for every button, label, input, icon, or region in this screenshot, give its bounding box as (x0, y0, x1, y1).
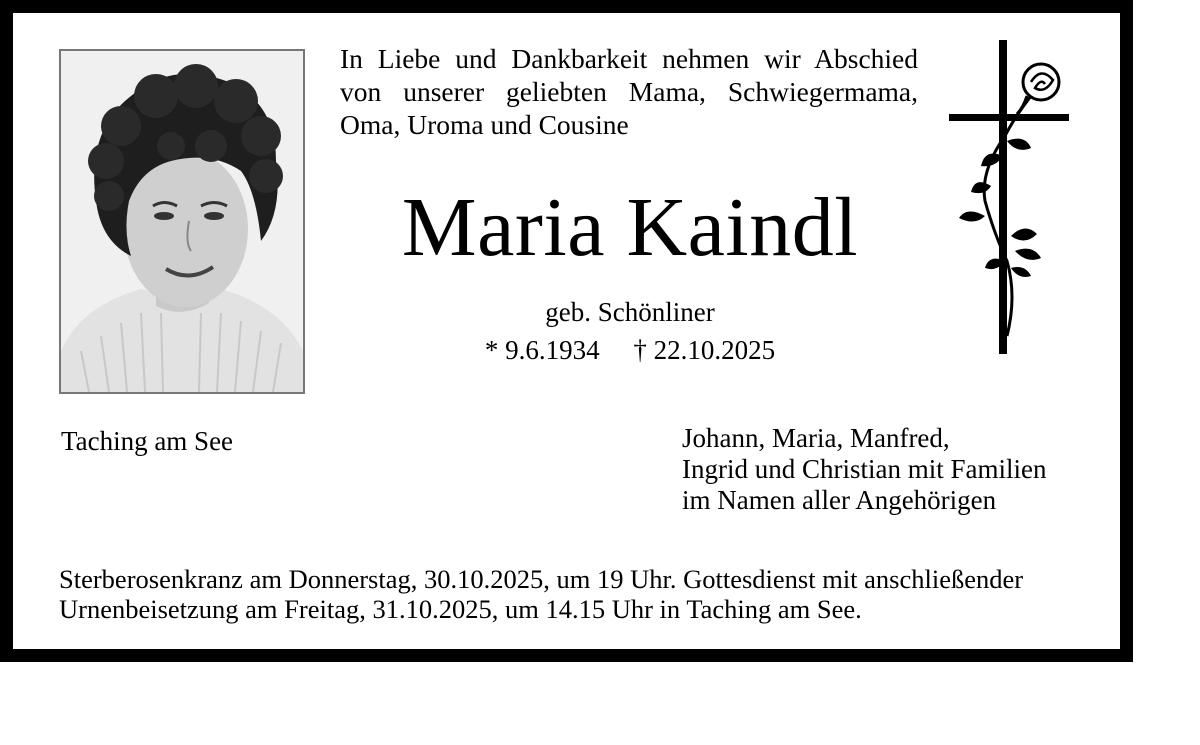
family-signature (682, 423, 1046, 516)
life-dates: * 9.6.1934 † 22.10.2025 (484, 335, 776, 365)
portrait-photo (59, 49, 305, 394)
service-details (59, 564, 1023, 624)
intro-line-2: von unserer geliebten Mama, Schwiegermama, (340, 76, 918, 107)
deceased-name: Maria Kaindl (401, 181, 859, 274)
service-line-1: Sterberosenkranz am Donnerstag, 30.10.2025, um 19 Uhr. Gottesdienst mit anschließender (59, 564, 1024, 594)
portrait-illustration (61, 51, 303, 392)
intro-line-1: In Liebe und Dankbarkeit nehmen wir Abschied (340, 43, 918, 74)
intro-line-3: Oma, Uroma und Cousine (340, 109, 629, 140)
location: Taching am See (61, 426, 234, 456)
family-line-1: Johann, Maria, Manfred, (682, 423, 950, 453)
family-line-2: Ingrid und Christian mit Familien (682, 454, 1047, 484)
family-line-3: im Namen aller Angehörigen (682, 485, 997, 515)
maiden-name: geb. Schönliner (545, 297, 715, 327)
cross-with-rose-icon (945, 36, 1075, 358)
service-line-2: Urnenbeisetzung am Freitag, 31.10.2025, um 14.15 Uhr in Taching am See. (59, 594, 862, 624)
intro-text (340, 42, 918, 141)
